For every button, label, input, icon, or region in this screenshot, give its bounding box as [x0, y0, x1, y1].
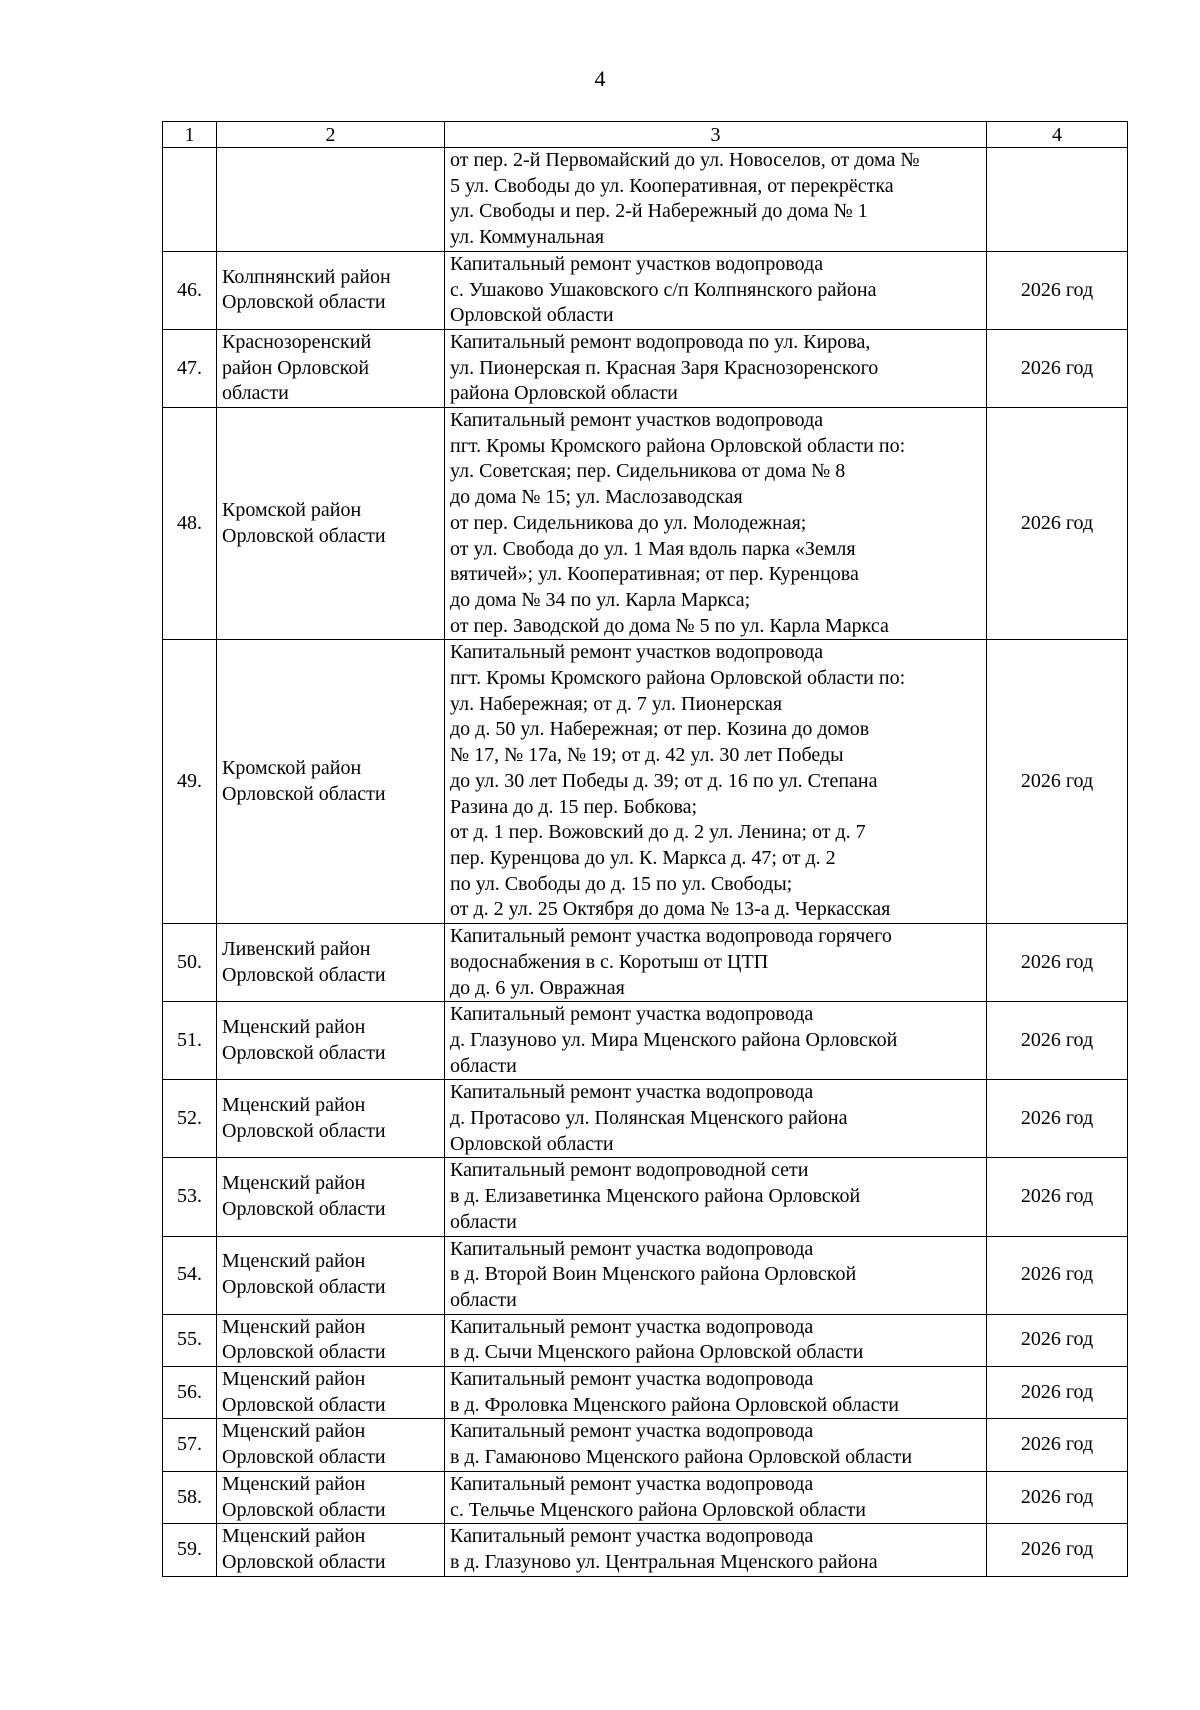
table-row: [163, 924, 1128, 1002]
description-line: по ул. Свободы до д. 15 по ул. Свободы;: [450, 872, 793, 895]
district-line: Орловской области: [222, 1041, 386, 1064]
work-description-cell: [445, 1002, 987, 1080]
row-number: 56.: [163, 1367, 217, 1419]
description-line: ул. Набережная; от д. 7 ул. Пионерская: [450, 692, 783, 715]
district-line: Мценский район: [222, 1016, 366, 1039]
work-description-cell: [445, 1367, 987, 1419]
district-cell: [217, 1002, 445, 1080]
work-description-cell: [445, 408, 987, 640]
year-cell: 2026 год: [987, 1158, 1128, 1236]
table-row: [163, 1471, 1128, 1523]
description-line: от пер. Заводской до дома № 5 по ул. Карла Маркса: [450, 614, 889, 637]
district-cell: [217, 329, 445, 407]
district-line: Мценский район: [222, 1172, 366, 1195]
work-description-cell: [445, 148, 987, 252]
work-description-cell: [445, 640, 987, 924]
district-line: области: [222, 382, 289, 405]
description-line: д. Глазуново ул. Мира Мценского района Орловской: [450, 1028, 898, 1051]
row-number: 58.: [163, 1471, 217, 1523]
district-line: Орловской области: [222, 1446, 386, 1469]
year-cell: 2026 год: [987, 329, 1128, 407]
description-line: от пер. Сидельникова до ул. Молодежная;: [450, 511, 807, 534]
work-description-cell: [445, 924, 987, 1002]
district-line: Орловской области: [222, 1197, 386, 1220]
table-row: [163, 329, 1128, 407]
table-row: [163, 1002, 1128, 1080]
description-line: области: [450, 1288, 517, 1311]
table-row: [163, 251, 1128, 329]
description-line: до д. 6 ул. Овражная: [450, 976, 625, 999]
district-line: Кромской район: [222, 498, 362, 521]
year-cell: 2026 год: [987, 251, 1128, 329]
description-line: вятичей»; ул. Кооперативная; от пер. Куренцова: [450, 563, 859, 586]
description-line: водоснабжения в с. Коротыш от ЦТП: [450, 950, 769, 973]
description-line: пер. Куренцова до ул. К. Маркса д. 47; от д. 2: [450, 846, 836, 869]
row-number: 49.: [163, 640, 217, 924]
district-cell: [217, 251, 445, 329]
row-number: [163, 148, 217, 252]
description-line: пгт. Кромы Кромского района Орловской области по:: [450, 434, 906, 457]
table-row: [163, 1419, 1128, 1471]
district-line: Орловской области: [222, 963, 386, 986]
description-line: от ул. Свобода до ул. 1 Мая вдоль парка «Земля: [450, 537, 856, 560]
district-line: Мценский район: [222, 1420, 366, 1443]
description-line: ул. Коммунальная: [450, 226, 605, 249]
page-number: 4: [594, 66, 606, 91]
district-line: Орловской области: [222, 1550, 386, 1573]
description-line: Капитальный ремонт участка водопровода горячего: [450, 925, 892, 948]
description-line: Капитальный ремонт водопровода по ул. Кирова,: [450, 330, 871, 353]
district-cell: [217, 1236, 445, 1314]
district-line: Орловской области: [222, 1119, 386, 1142]
description-line: с. Тельчье Мценского района Орловской области: [450, 1498, 866, 1521]
column-header-3: 3: [445, 122, 987, 148]
description-line: Капитальный ремонт участков водопровода: [450, 252, 824, 275]
table-row: [163, 1236, 1128, 1314]
district-line: Орловской области: [222, 1276, 386, 1299]
table-row: [163, 1524, 1128, 1576]
district-line: Мценский район: [222, 1250, 366, 1273]
description-line: Капитальный ремонт участка водопровода: [450, 1472, 814, 1495]
table-row: [163, 640, 1128, 924]
table-row: [163, 408, 1128, 640]
district-line: Мценский район: [222, 1525, 366, 1548]
description-line: до ул. 30 лет Победы д. 39; от д. 16 по ул. Степана: [450, 769, 878, 792]
description-line: от д. 2 ул. 25 Октября до дома № 13-а д. Черкасская: [450, 898, 891, 921]
description-line: д. Протасово ул. Полянская Мценского района: [450, 1107, 848, 1130]
description-line: Капитальный ремонт участка водопровода: [450, 1237, 814, 1260]
column-header-2: 2: [217, 122, 445, 148]
district-line: Мценский район: [222, 1368, 366, 1391]
row-number: 55.: [163, 1314, 217, 1366]
year-cell: 2026 год: [987, 924, 1128, 1002]
table-row: [163, 1158, 1128, 1236]
year-cell: 2026 год: [987, 1002, 1128, 1080]
works-table: [162, 121, 1128, 1577]
table-header-row: [163, 122, 1128, 148]
description-line: Капитальный ремонт участка водопровода: [450, 1368, 814, 1391]
district-cell: [217, 640, 445, 924]
description-line: в д. Гамаюново Мценского района Орловской области: [450, 1446, 913, 1469]
district-cell: [217, 1471, 445, 1523]
year-cell: [987, 148, 1128, 252]
district-cell: [217, 1080, 445, 1158]
description-line: Капитальный ремонт участка водопровода: [450, 1003, 814, 1026]
year-cell: 2026 год: [987, 640, 1128, 924]
description-line: от д. 1 пер. Вожовский до д. 2 ул. Ленина; от д. 7: [450, 821, 866, 844]
description-line: области: [450, 1210, 517, 1233]
district-line: Орловской области: [222, 524, 386, 547]
description-line: в д. Сычи Мценского района Орловской области: [450, 1341, 864, 1364]
row-number: 50.: [163, 924, 217, 1002]
row-number: 47.: [163, 329, 217, 407]
district-cell: [217, 1367, 445, 1419]
row-number: 48.: [163, 408, 217, 640]
district-line: Ливенский район: [222, 937, 371, 960]
year-cell: 2026 год: [987, 408, 1128, 640]
district-line: район Орловской: [222, 356, 370, 379]
year-cell: 2026 год: [987, 1080, 1128, 1158]
description-line: от пер. 2-й Первомайский до ул. Новоселов, от дома №: [450, 149, 920, 171]
work-description-cell: [445, 329, 987, 407]
work-description-cell: [445, 1471, 987, 1523]
row-number: 54.: [163, 1236, 217, 1314]
description-line: в д. Елизаветинка Мценского района Орловской: [450, 1185, 861, 1208]
district-cell: [217, 924, 445, 1002]
column-header-4: 4: [987, 122, 1128, 148]
description-line: № 17, № 17а, № 19; от д. 42 ул. 30 лет Победы: [450, 744, 844, 767]
work-description-cell: [445, 1314, 987, 1366]
table-body: [163, 122, 1128, 1577]
description-line: 5 ул. Свободы до ул. Кооперативная, от перекрёстка: [450, 174, 894, 197]
district-cell: [217, 148, 445, 252]
district-line: Орловской области: [222, 291, 386, 314]
table-row: [163, 1367, 1128, 1419]
table-row: [163, 148, 1128, 252]
year-cell: 2026 год: [987, 1419, 1128, 1471]
district-line: Орловской области: [222, 1498, 386, 1521]
work-description-cell: [445, 1158, 987, 1236]
description-line: области: [450, 1054, 517, 1077]
year-cell: 2026 год: [987, 1471, 1128, 1523]
district-cell: [217, 1158, 445, 1236]
description-line: в д. Фроловка Мценского района Орловской области: [450, 1393, 900, 1416]
district-cell: [217, 408, 445, 640]
district-line: Мценский район: [222, 1472, 366, 1495]
row-number: 53.: [163, 1158, 217, 1236]
table-row: [163, 1314, 1128, 1366]
description-line: Капитальный ремонт участков водопровода: [450, 641, 824, 664]
table-row: [163, 1080, 1128, 1158]
description-line: до дома № 15; ул. Маслозаводская: [450, 486, 743, 509]
row-number: 46.: [163, 251, 217, 329]
description-line: ул. Советская; пер. Сидельникова от дома № 8: [450, 460, 846, 483]
district-line: Орловской области: [222, 1341, 386, 1364]
district-line: Мценский район: [222, 1094, 366, 1117]
district-line: Колпнянский район: [222, 265, 391, 288]
row-number: 52.: [163, 1080, 217, 1158]
description-line: до д. 50 ул. Набережная; от пер. Козина до домов: [450, 718, 870, 741]
column-header-1: 1: [163, 122, 217, 148]
district-line: Орловской области: [222, 1393, 386, 1416]
row-number: 59.: [163, 1524, 217, 1576]
year-cell: 2026 год: [987, 1314, 1128, 1366]
description-line: Капитальный ремонт участка водопровода: [450, 1525, 814, 1548]
work-description-cell: [445, 1419, 987, 1471]
year-cell: 2026 год: [987, 1236, 1128, 1314]
district-cell: [217, 1524, 445, 1576]
row-number: 57.: [163, 1419, 217, 1471]
description-line: до дома № 34 по ул. Карла Маркса;: [450, 588, 751, 611]
description-line: Капитальный ремонт участков водопровода: [450, 409, 824, 432]
description-line: в д. Второй Воин Мценского района Орловской: [450, 1263, 857, 1286]
description-line: пгт. Кромы Кромского района Орловской области по:: [450, 667, 906, 690]
description-line: Капитальный ремонт участка водопровода: [450, 1420, 814, 1443]
description-line: Орловской области: [450, 1132, 614, 1155]
description-line: района Орловской области: [450, 382, 678, 405]
description-line: Капитальный ремонт участка водопровода: [450, 1081, 814, 1104]
district-line: Краснозоренский: [222, 330, 372, 353]
row-number: 51.: [163, 1002, 217, 1080]
year-cell: 2026 год: [987, 1367, 1128, 1419]
district-line: Кромской район: [222, 757, 362, 780]
work-description-cell: [445, 1236, 987, 1314]
work-description-cell: [445, 1524, 987, 1576]
description-line: Капитальный ремонт участка водопровода: [450, 1315, 814, 1338]
district-cell: [217, 1419, 445, 1471]
year-cell: 2026 год: [987, 1524, 1128, 1576]
description-line: Орловской области: [450, 304, 614, 327]
work-description-cell: [445, 1080, 987, 1158]
description-line: ул. Пионерская п. Красная Заря Краснозоренского: [450, 356, 879, 379]
district-line: Орловской области: [222, 782, 386, 805]
description-line: ул. Свободы и пер. 2-й Набережный до дома № 1: [450, 200, 868, 223]
description-line: Разина до д. 15 пер. Бобкова;: [450, 795, 698, 818]
work-description-cell: [445, 251, 987, 329]
district-cell: [217, 1314, 445, 1366]
description-line: Капитальный ремонт водопроводной сети: [450, 1159, 809, 1182]
description-line: в д. Глазуново ул. Центральная Мценского района: [450, 1550, 878, 1573]
description-line: с. Ушаково Ушаковского с/п Колпнянского района: [450, 278, 877, 301]
district-line: Мценский район: [222, 1315, 366, 1338]
